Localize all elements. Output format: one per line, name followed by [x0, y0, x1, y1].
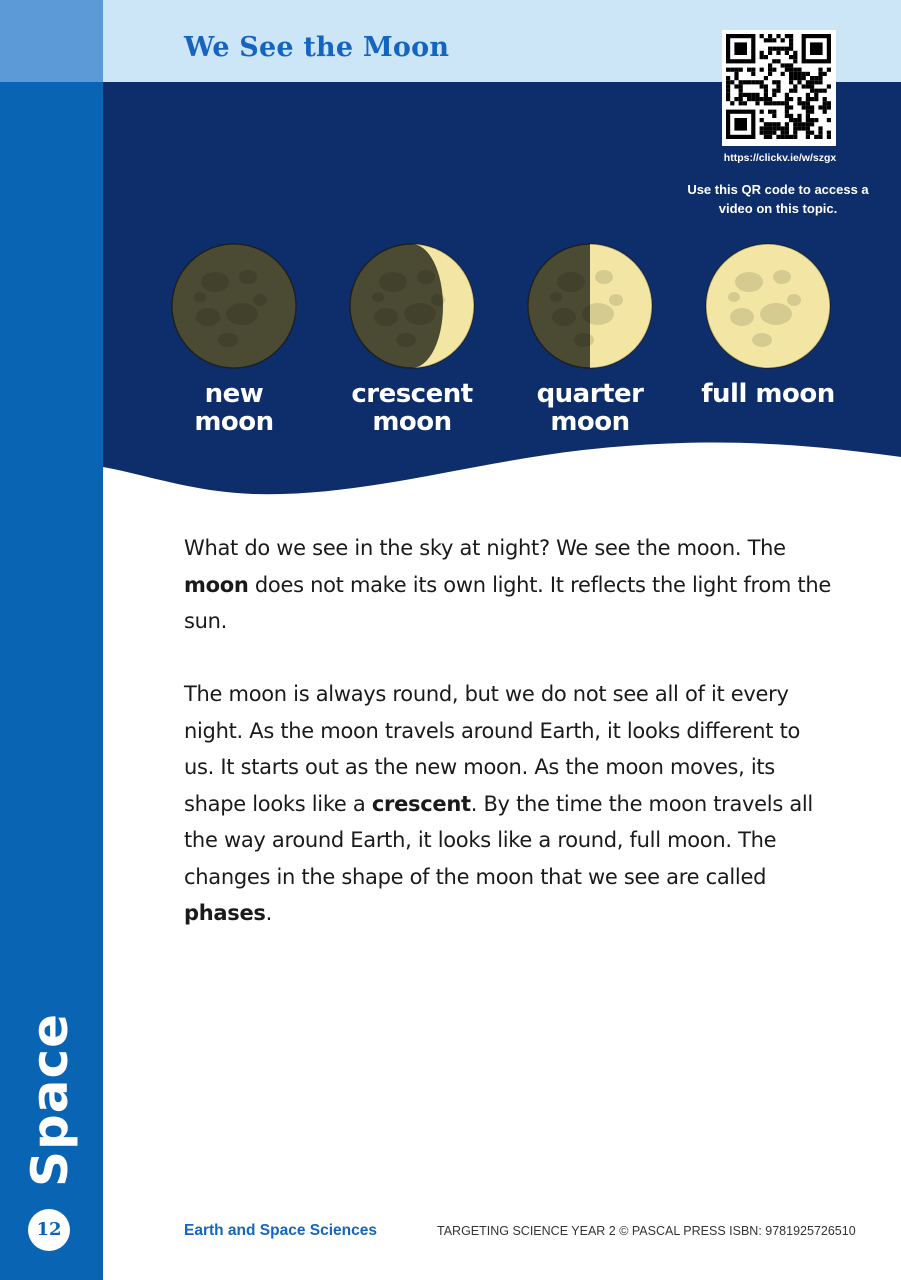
text-run: The moon is always round, but we do not see all of it every night. As the moon travels around Earth, it looks different to us. It starts out as the new moon. As the moon moves, its shape looks like a: [184, 682, 801, 816]
text-run: .: [265, 901, 272, 925]
page-number: 12: [28, 1209, 70, 1251]
keyword: moon: [184, 572, 249, 597]
side-band-top: [0, 0, 103, 82]
new-moon-label: new moon: [194, 379, 274, 437]
full-moon-label: full moon: [701, 379, 835, 409]
quarter-moon-image: [526, 242, 654, 370]
footer-copyright: TARGETING SCIENCE YEAR 2 © PASCAL PRESS ISBN: 9781925726510: [437, 1224, 856, 1238]
text-run: . By the time the moon travels all the way around Earth, it looks like a round, full moon. The changes in the shape of the moon that we see are called: [184, 791, 813, 889]
keyword: phases: [184, 901, 266, 925]
keyword: crescent: [371, 791, 471, 816]
crescent-moon-label: crescent moon: [351, 379, 473, 437]
qr-url[interactable]: https://clickv.ie/w/szgx: [723, 152, 837, 164]
full-moon-image: [704, 242, 832, 370]
crescent-moon-image: [348, 242, 476, 370]
text-run: What do we see in the sky at night? We see the moon. The: [184, 536, 786, 560]
paragraph-2: [184, 676, 834, 932]
new-moon-image: [170, 242, 298, 370]
footer-strand: Earth and Space Sciences: [184, 1222, 377, 1239]
text-run: does not make its own light. It reflects the light from the sun.: [184, 572, 831, 633]
qr-code-icon[interactable]: [722, 30, 836, 146]
paragraph-1: [184, 530, 834, 640]
page-title: We See the Moon: [184, 32, 450, 63]
section-label: Space: [21, 1012, 79, 1188]
qr-caption: Use this QR code to access a video on this topic.: [687, 182, 869, 216]
quarter-moon-label: quarter moon: [536, 379, 644, 437]
